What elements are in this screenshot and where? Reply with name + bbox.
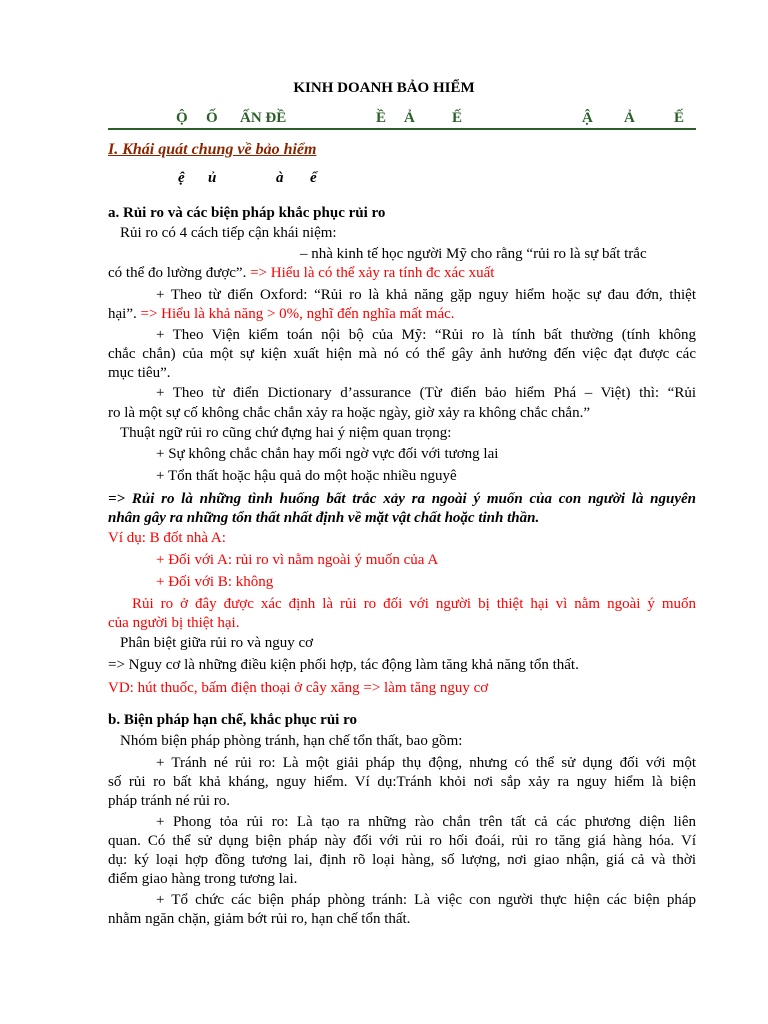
paragraph-line <box>108 305 696 324</box>
paragraph-line: Nhóm biện pháp phòng tránh, hạn chế tổn thất, bao gồm: <box>120 733 463 749</box>
paragraph-text: có thể đo lường được”. <box>108 265 247 281</box>
example-line: Ví dụ: B đốt nhà A: <box>108 530 226 546</box>
paragraph-line: quan. Có thể sử dụng biện pháp này đối với rủi ro hối đoái, rủi ro tăng giá hàng hóa. Ví <box>108 833 696 849</box>
paragraph-text: hại”. <box>108 306 137 322</box>
paragraph-line: Rủi ro có 4 cách tiếp cận khái niệm: <box>120 225 337 241</box>
subtitle-fragment: Ả <box>624 110 635 126</box>
subtitle-rule <box>108 128 696 130</box>
subtitle-fragment: Ố <box>206 110 218 126</box>
example-line: + Đối với B: không <box>156 574 274 590</box>
example-line: + Đối với A: rủi ro vì nằm ngoài ý muốn của A <box>156 552 439 568</box>
subsection-heading-a: a. Rủi ro và các biện pháp khắc phục rủi ro <box>108 205 386 221</box>
subtitle-fragment: Ề <box>376 110 387 126</box>
subtitle-fragment: Ế <box>674 110 685 126</box>
garbled-fragment: ể <box>310 170 317 186</box>
paragraph-line: Phân biệt giữa rủi ro và nguy cơ <box>120 635 314 651</box>
subtitle-fragment: Ộ <box>176 110 188 126</box>
conclusion-line: nhân gây ra những tổn thất nhất định về mặt vật chất hoặc tinh thần. <box>108 510 540 526</box>
red-note: => Hiểu là có thể xảy ra tính đc xác xuất <box>250 265 495 281</box>
garbled-fragment: ệ <box>178 170 185 186</box>
paragraph-line: Thuật ngữ rủi ro cũng chứ đựng hai ý niệm quan trọng: <box>120 425 452 441</box>
paragraph-line: + Theo từ điển Dictionary d’assurance (Từ điển bảo hiểm Phá – Việt) thì: “Rủi <box>156 385 696 401</box>
paragraph-line: ro là một sự cố không chắc chắn xảy ra hoặc ngày, giờ xảy ra không chắc chắn.” <box>108 405 590 421</box>
subtitle-fragment: Ậ <box>582 110 593 126</box>
example-line: Rủi ro ở đây được xác định là rủi ro đối với người bị thiệt hại vì nằm ngoài ý muốn <box>132 596 696 612</box>
paragraph-line: chắc chắn) của một sự kiện xuất hiện mà nó có thể gây ảnh hưởng đến việc đạt được các <box>108 346 696 362</box>
paragraph-line <box>108 264 696 283</box>
paragraph-line: + Tổn thất hoặc hậu quả do một hoặc nhiều nguyê <box>156 468 457 484</box>
red-note: => Hiểu là khả năng > 0%, nghĩ đến nghĩa mất mác. <box>140 306 455 322</box>
example-line: của người bị thiệt hại. <box>108 615 240 631</box>
paragraph-line: điểm giao hàng trong tương lai. <box>108 871 298 887</box>
red-note: VD: hút thuốc, bấm điện thoại ở cây xăng => làm tăng nguy cơ <box>108 680 489 696</box>
paragraph-line: dụ: ký loại hợp đồng tương lai, định rõ loại hàng, số lượng, nơi giao nhận, giá cả và thời <box>108 852 696 868</box>
subtitle-fragment: Ế <box>452 110 463 126</box>
subsection-heading-b: b. Biện pháp hạn chế, khắc phục rủi ro <box>108 712 357 728</box>
paragraph-line: + Tổ chức các biện pháp phòng tránh: Là việc con người thực hiện các biện pháp <box>156 892 696 908</box>
garbled-fragment: à <box>276 170 284 186</box>
document-subtitle <box>108 110 696 130</box>
paragraph-line: nhằm ngăn chặn, giảm bớt rủi ro, hạn chế tổn thất. <box>108 911 411 927</box>
paragraph-line: + Theo từ điển Oxford: “Rủi ro là khả năng gặp nguy hiểm hoặc sự đau đớn, thiệt <box>156 287 696 303</box>
subtitle-fragment: ẤN ĐỀ <box>240 110 287 126</box>
subtitle-fragment: Ả <box>404 110 415 126</box>
section-heading: I. Khái quát chung về bảo hiểm <box>108 141 317 158</box>
paragraph-line: mục tiêu”. <box>108 365 171 381</box>
paragraph-line: số rủi ro bất khả kháng, nguy hiểm. Ví dụ:Tránh khỏi nơi sắp xảy ra nguy hiểm là biện <box>108 774 696 790</box>
document-title: KINH DOANH BẢO HIỂM <box>293 80 475 96</box>
paragraph-line: + Theo Viện kiểm toán nội bộ của Mỹ: “Rủi ro là tính bất thường (tính không <box>156 327 696 343</box>
paragraph-line: => Nguy cơ là những điều kiện phối hợp, tác động làm tăng khả năng tổn thất. <box>108 657 579 673</box>
paragraph-line: + Tránh né rủi ro: Là một giải pháp thụ động, nhưng có thể sử dụng đối với một <box>156 755 696 771</box>
paragraph-line: + Sự không chắc chắn hay mối ngờ vực đối với tương lai <box>156 446 499 462</box>
garbled-fragment: ủ <box>208 170 217 186</box>
paragraph-line: + Phong tỏa rủi ro: Là tạo ra những rào chắn trên tất cả các phương diện liên <box>156 814 696 830</box>
paragraph-line: – nhà kinh tế học người Mỹ cho rằng “rủi ro là sự bất trắc <box>300 246 647 262</box>
conclusion-line: => Rủi ro là những tình huống bất trắc xảy ra ngoài ý muốn của con người là nguyên <box>108 491 696 507</box>
paragraph-line: pháp tránh né rủi ro. <box>108 793 231 809</box>
